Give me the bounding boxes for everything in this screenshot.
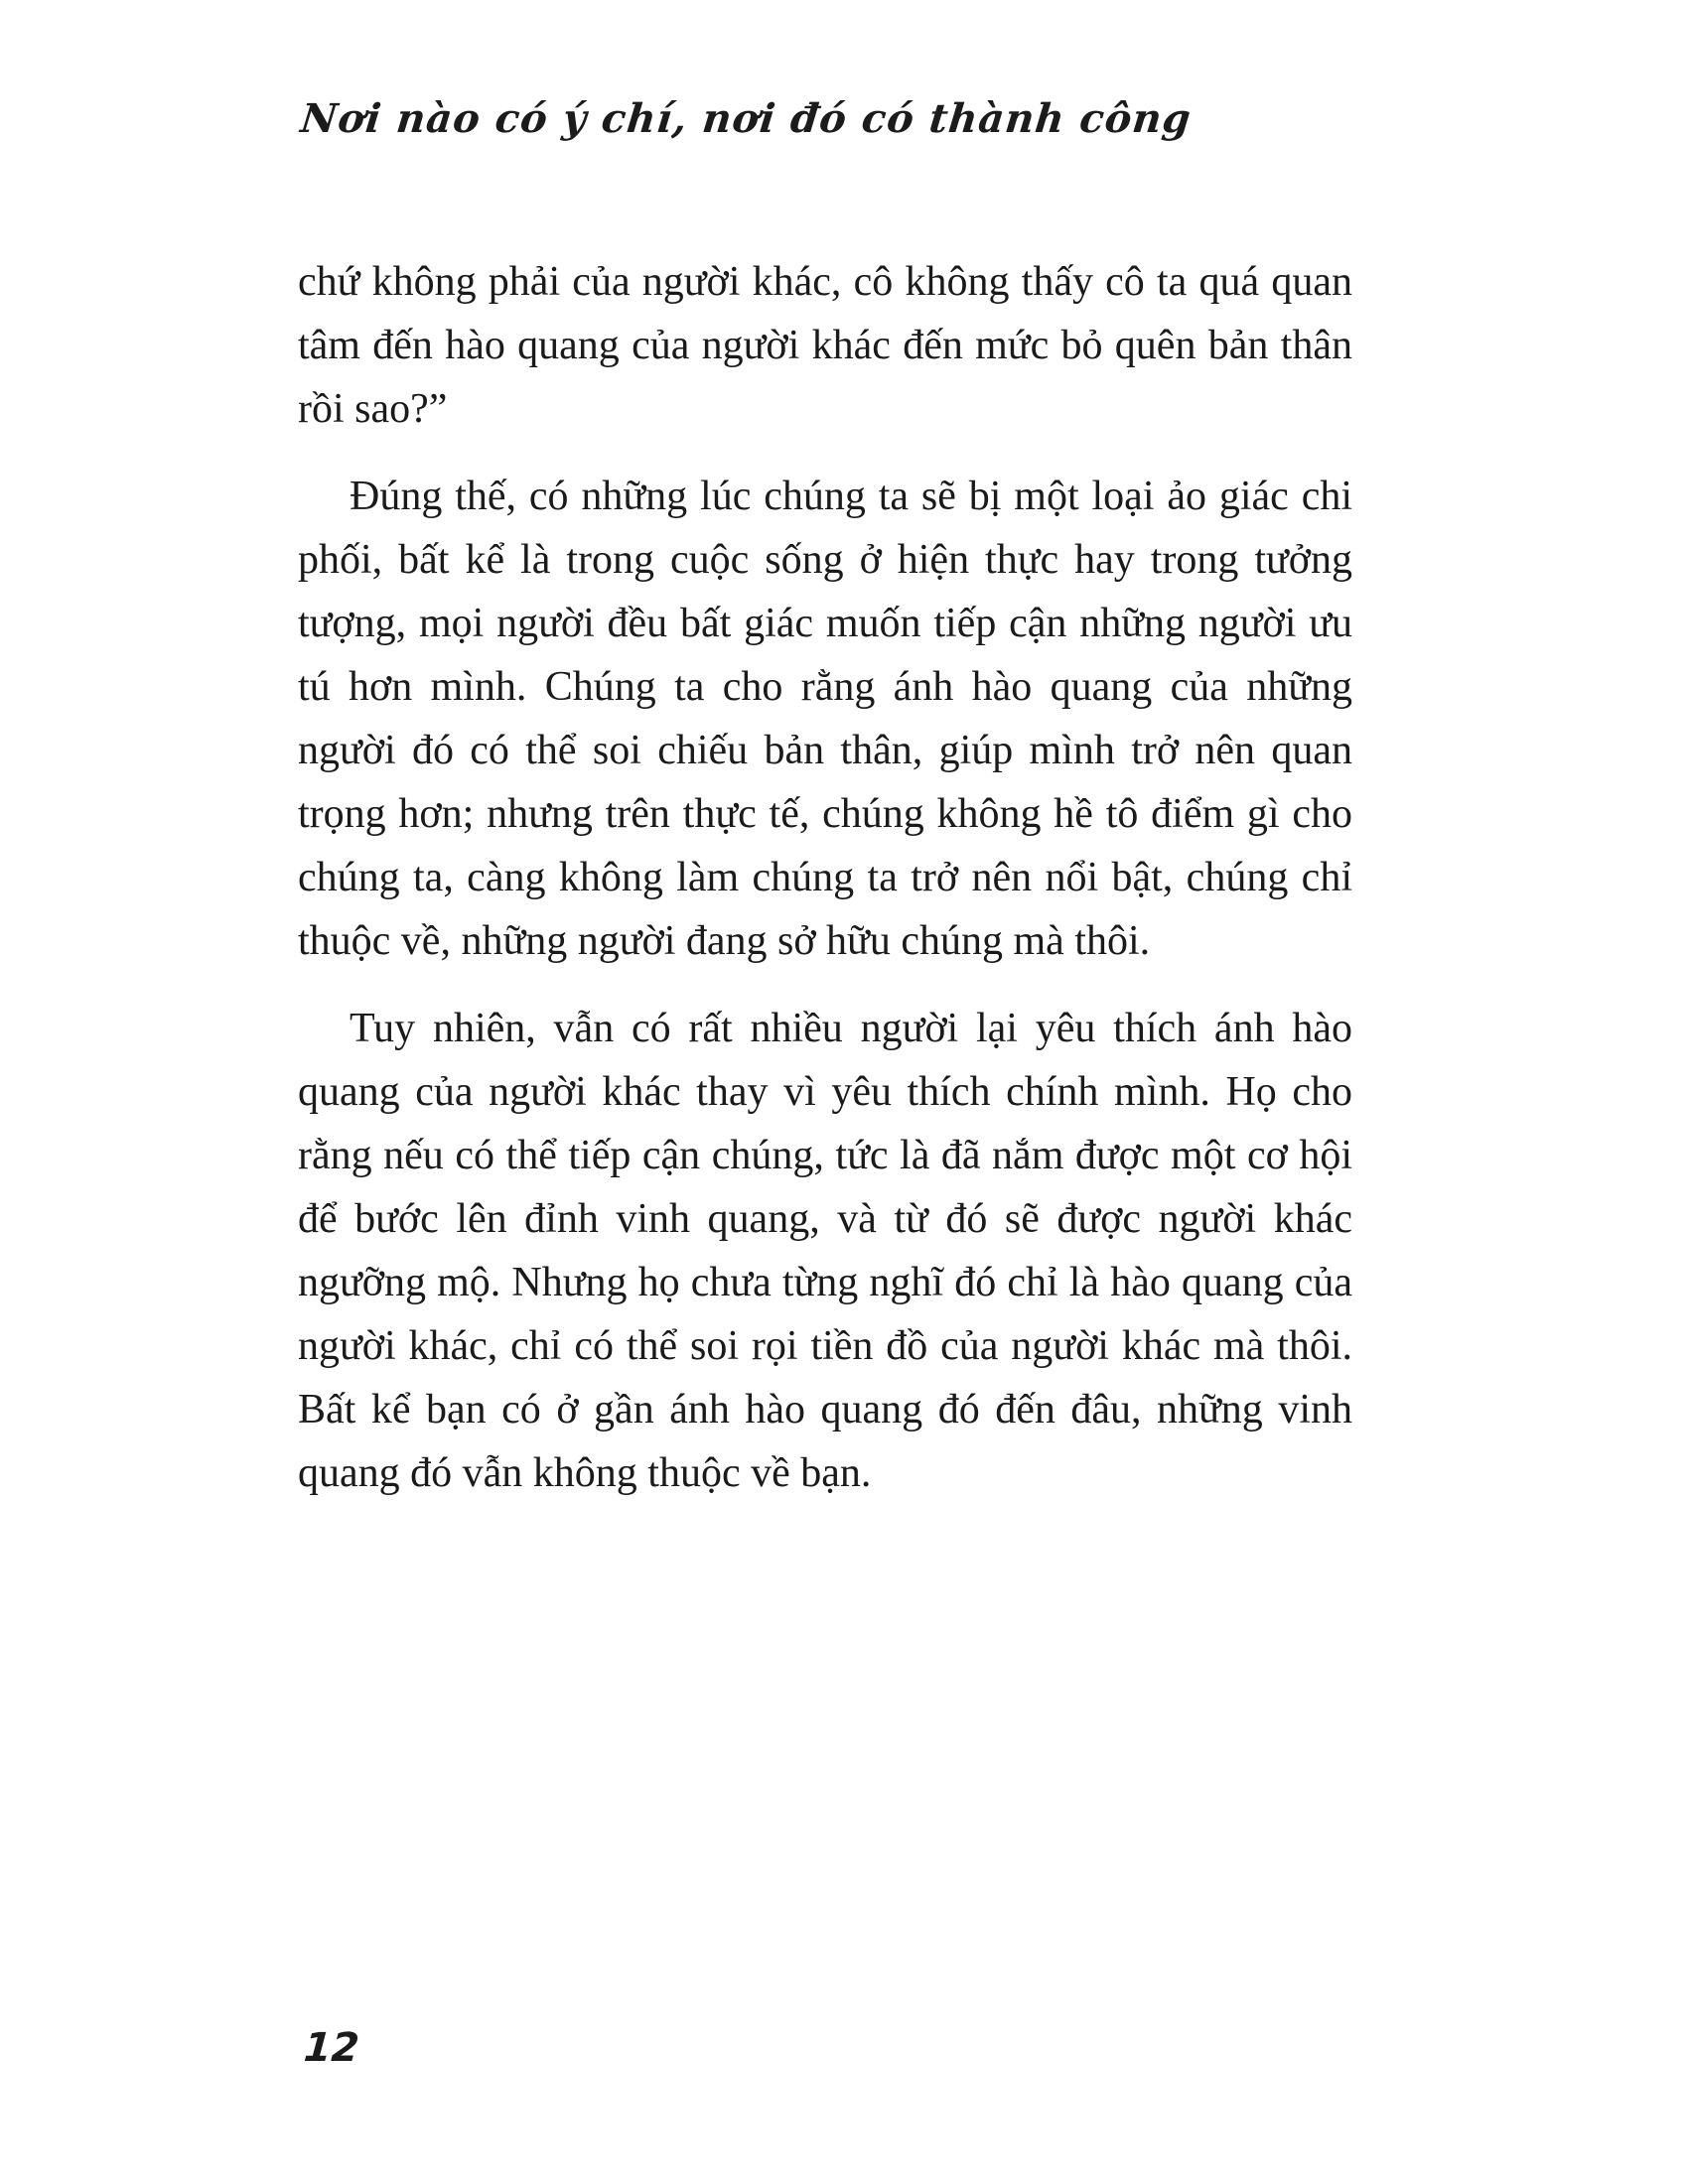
- body-text: [298, 250, 1352, 1529]
- paragraph: Tuy nhiên, vẫn có rất nhiều người lại yêu thích ánh hào quang của người khác thay vì yêu thích chính mình. Họ cho rằng nếu có thể tiếp cận chúng, tức là đã nắm được một cơ hội để bước lên đỉnh vinh quang, và từ đó sẽ được người khác ngưỡng mộ. Nhưng họ chưa từng nghĩ đó chỉ là hào quang của người khác, chỉ có thể soi rọi tiền đồ của người khác mà thôi. Bất kể bạn có ở gần ánh hào quang đó đến đâu, những vinh quang đó vẫn không thuộc về bạn.: [298, 1006, 1352, 1496]
- paragraph: chứ không phải của người khác, cô không thấy cô ta quá quan tâm đến hào quang của người khác đến mức bỏ quên bản thân rồi sao?”: [298, 259, 1352, 432]
- running-header: Nơi nào có ý chí, nơi đó có thành công: [298, 95, 1195, 142]
- page-number: 12: [302, 2025, 361, 2071]
- paragraph: Đúng thế, có những lúc chúng ta sẽ bị một loại ảo giác chi phối, bất kể là trong cuộc sống ở hiện thực hay trong tưởng tượng, mọi người đều bất giác muốn tiếp cận những người ưu tú hơn mình. Chúng ta cho rằng ánh hào quang của những người đó có thể soi chiếu bản thân, giúp mình trở nên quan trọng hơn; nhưng trên thực tế, chúng không hề tô điểm gì cho chúng ta, càng không làm chúng ta trở nên nổi bật, chúng chỉ thuộc về, những người đang sở hữu chúng mà thôi.: [298, 474, 1352, 964]
